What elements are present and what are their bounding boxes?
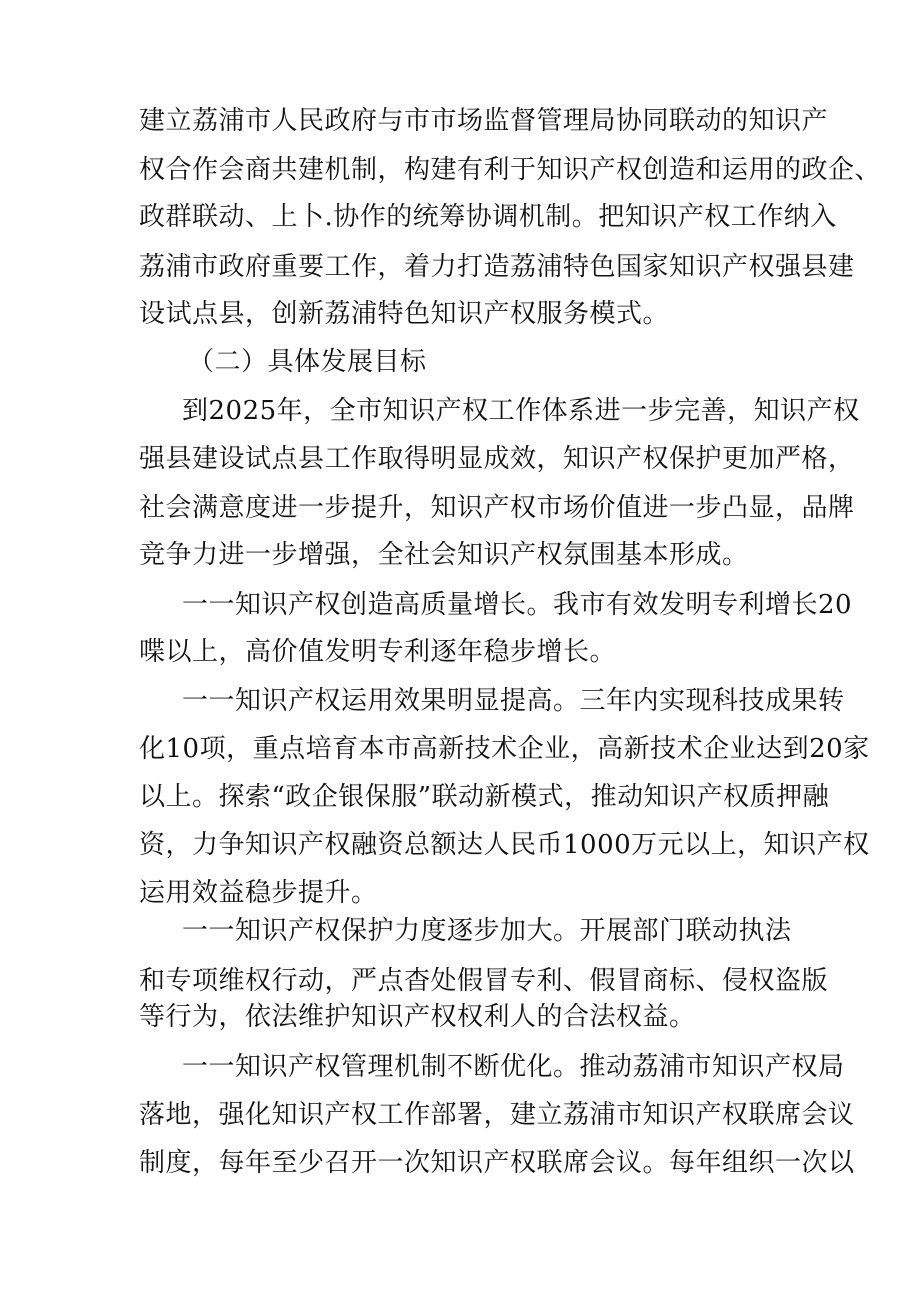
text-line: 一一知识产权管理机制不断优化。推动荔浦市知识产权局	[182, 1052, 845, 1082]
text-line: 落地，强化知识产权工作部署，建立荔浦市知识产权联席会议	[139, 1100, 855, 1130]
text-line: 社会满意度进一步提升，知识产权市场价值进一步凸显，品牌	[139, 493, 855, 523]
text-line: 建立荔浦市人民政府与市市场监督管理局协同联动的知识产	[139, 106, 829, 136]
text-line: 等行为，依法维护知识产权权利人的合法权益。	[139, 1002, 696, 1032]
text-line: 一一知识产权运用效果明显提高。三年内实现科技成果转	[182, 686, 845, 716]
text-line: 一一知识产权保护力度逐步加大。开展部门联动执法	[182, 916, 792, 946]
text-line: 设试点县，创新荔浦特色知识产权服务模式。	[139, 299, 670, 329]
text-line: 政群联动、上卜.协作的统筹协调机制。把知识产权工作纳入	[139, 202, 837, 232]
text-line: 到2025年，全市知识产权工作体系进一步完善，知识产权	[182, 396, 860, 426]
text-line: 强县建设试点县工作取得明显成效，知识产权保护更加严格，	[139, 444, 855, 474]
text-line: 荔浦市政府重要工作，着力打造荔浦特色国家知识产权强县建	[139, 252, 855, 282]
text-line: 化10项，重点培育本市高新技术企业，高新技术企业达到20家	[139, 734, 870, 764]
text-line: 权合作会商共建机制，构建有利于知识产权创造和运用的政企、	[139, 155, 882, 185]
text-line: 竞争力进一步增强，全社会知识产权氛围基本形成。	[139, 540, 749, 570]
section-heading: （二）具体发展目标	[188, 347, 427, 377]
text-line: 一一知识产权创造高质量增长。我市有效发明专利增长20	[182, 590, 853, 620]
text-line: 运用效益稳步提升。	[139, 878, 378, 908]
text-line: 喋以上，高价值发明专利逐年稳步增长。	[139, 637, 617, 667]
text-line: 和专项维权行动，严点杳处假冒专利、假冒商标、侵权盗版	[139, 966, 829, 996]
text-line: 以上。探索“政企银保服”联动新模式，推动知识产权质押融	[139, 782, 830, 812]
text-line: 制度，每年至少召开一次知识产权联席会议。每年组织一次以	[139, 1148, 855, 1178]
text-line: 资，力争知识产权融资总额达人民币1000万元以上，知识产权	[139, 830, 870, 860]
